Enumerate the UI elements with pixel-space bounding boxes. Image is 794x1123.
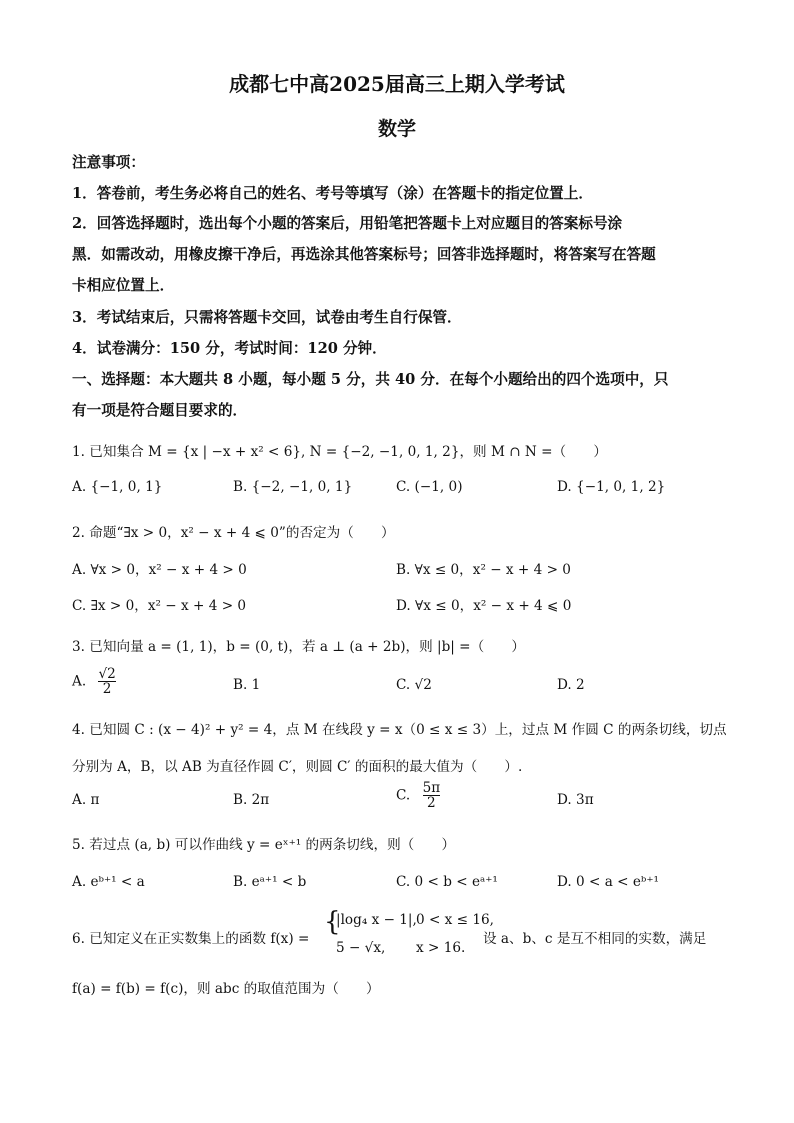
question-3-option-a <box>72 667 116 697</box>
exam-subject: 数学 <box>377 118 416 140</box>
question-2-option-d: D. ∀x ≤ 0，x² − x + 4 ⩽ 0 <box>396 598 572 614</box>
question-4-stem: 4. 已知圆 C : (x − 4)² + y² = 4，点 M 在线段 y = x（0 ≤ x ≤ 3）上，过点 M 作圆 C 的两条切线，切点 <box>72 722 727 738</box>
question-5-stem: 5. 若过点 (a, b) 可以作曲线 y = eˣ⁺¹ 的两条切线，则（ ） <box>72 837 456 853</box>
piecewise-case-2-cond: x > 16. <box>416 940 466 956</box>
question-1-option-b: B. {−2, −1, 0, 1} <box>233 479 353 495</box>
question-2-option-b: B. ∀x ≤ 0，x² − x + 4 > 0 <box>396 562 571 578</box>
question-5-option-b: B. eᵃ⁺¹ < b <box>233 874 307 890</box>
notice-item: 4．试卷满分：150 分，考试时间：120 分钟． <box>72 340 387 357</box>
question-2-option-a: A. ∀x > 0，x² − x + 4 > 0 <box>72 562 247 578</box>
fraction-numerator: √2 <box>98 666 116 682</box>
question-5-option-a: A. eᵇ⁺¹ < a <box>72 874 145 890</box>
question-1-stem: 1. 已知集合 M = {x | −x + x² < 6}, N = {−2, −1, 0, 1, 2}，则 M ∩ N =（ ） <box>72 444 607 460</box>
notice-item: 3．考试结束后，只需将答题卡交回，试卷由考生自行保管． <box>72 309 462 326</box>
question-4-option-c <box>396 781 440 811</box>
piecewise-case-2-expr: 5 − √x, <box>336 940 386 956</box>
question-6-stem-cont: f(a) = f(b) = f(c)，则 abc 的取值范围为（ ） <box>72 981 380 997</box>
notice-item: 2．回答选择题时，选出每个小题的答案后，用铅笔把答题卡上对应题目的答案标号涂 <box>72 215 623 232</box>
notice-heading: 注意事项： <box>72 154 145 171</box>
question-1-option-d: D. {−1, 0, 1, 2} <box>557 479 666 495</box>
question-3-stem: 3. 已知向量 a = (1, 1)，b = (0, t)，若 a ⊥ (a + 2b)，则 |b| =（ ） <box>72 639 525 655</box>
option-label: C. <box>396 787 411 804</box>
notice-item: 卡相应位置上． <box>72 277 175 294</box>
fraction-denominator: 2 <box>102 681 112 698</box>
question-4-option-a: A. π <box>72 792 100 808</box>
fraction-numerator: 5π <box>422 780 441 796</box>
piecewise-case-1-expr: |log₄ x − 1|, <box>336 912 417 928</box>
question-3-option-b: B. 1 <box>233 677 261 693</box>
option-label: A. <box>72 673 87 690</box>
question-5-option-c: C. 0 < b < eᵃ⁺¹ <box>396 874 498 890</box>
question-4-stem-cont: 分别为 A，B，以 AB 为直径作圆 C′，则圆 C′ 的面积的最大值为（ ）. <box>72 759 523 775</box>
question-6-stem-prefix: 6. 已知定义在正实数集上的函数 f(x) = <box>72 931 310 947</box>
question-2-option-c: C. ∃x > 0，x² − x + 4 > 0 <box>72 598 247 614</box>
fraction <box>423 781 441 811</box>
question-5-option-d: D. 0 < a < eᵇ⁺¹ <box>557 874 659 890</box>
question-4-option-b: B. 2π <box>233 792 270 808</box>
piecewise-brace: { <box>324 907 341 937</box>
question-2-stem: 2. 命题“∃x > 0，x² − x + 4 ⩽ 0”的否定为（ ） <box>72 525 395 541</box>
piecewise-case-1-cond: 0 < x ≤ 16, <box>416 912 494 928</box>
section-heading-cont: 有一项是符合题目要求的． <box>72 402 248 419</box>
question-1-option-c: C. (−1, 0) <box>396 479 463 495</box>
fraction <box>98 667 115 697</box>
question-4-option-d: D. 3π <box>557 792 594 808</box>
fraction-denominator: 2 <box>427 795 436 812</box>
exam-title: 成都七中高2025届高三上期入学考试 <box>229 72 565 96</box>
notice-item: 1．答卷前，考生务必将自己的姓名、考号等填写（涂）在答题卡的指定位置上． <box>72 185 593 202</box>
section-heading: 一、选择题：本大题共 8 小题，每小题 5 分，共 40 分．在每个小题给出的四个选项中，只 <box>72 371 669 388</box>
question-3-option-d: D. 2 <box>557 677 585 693</box>
question-1-option-a: A. {−1, 0, 1} <box>72 479 163 495</box>
notice-item: 黑．如需改动，用橡皮擦干净后，再选涂其他答案标号；回答非选择题时，将答案写在答题 <box>72 246 656 263</box>
question-6-stem-suffix: 设 a、b、c 是互不相同的实数，满足 <box>483 931 707 947</box>
question-3-option-c: C. √2 <box>396 677 432 693</box>
